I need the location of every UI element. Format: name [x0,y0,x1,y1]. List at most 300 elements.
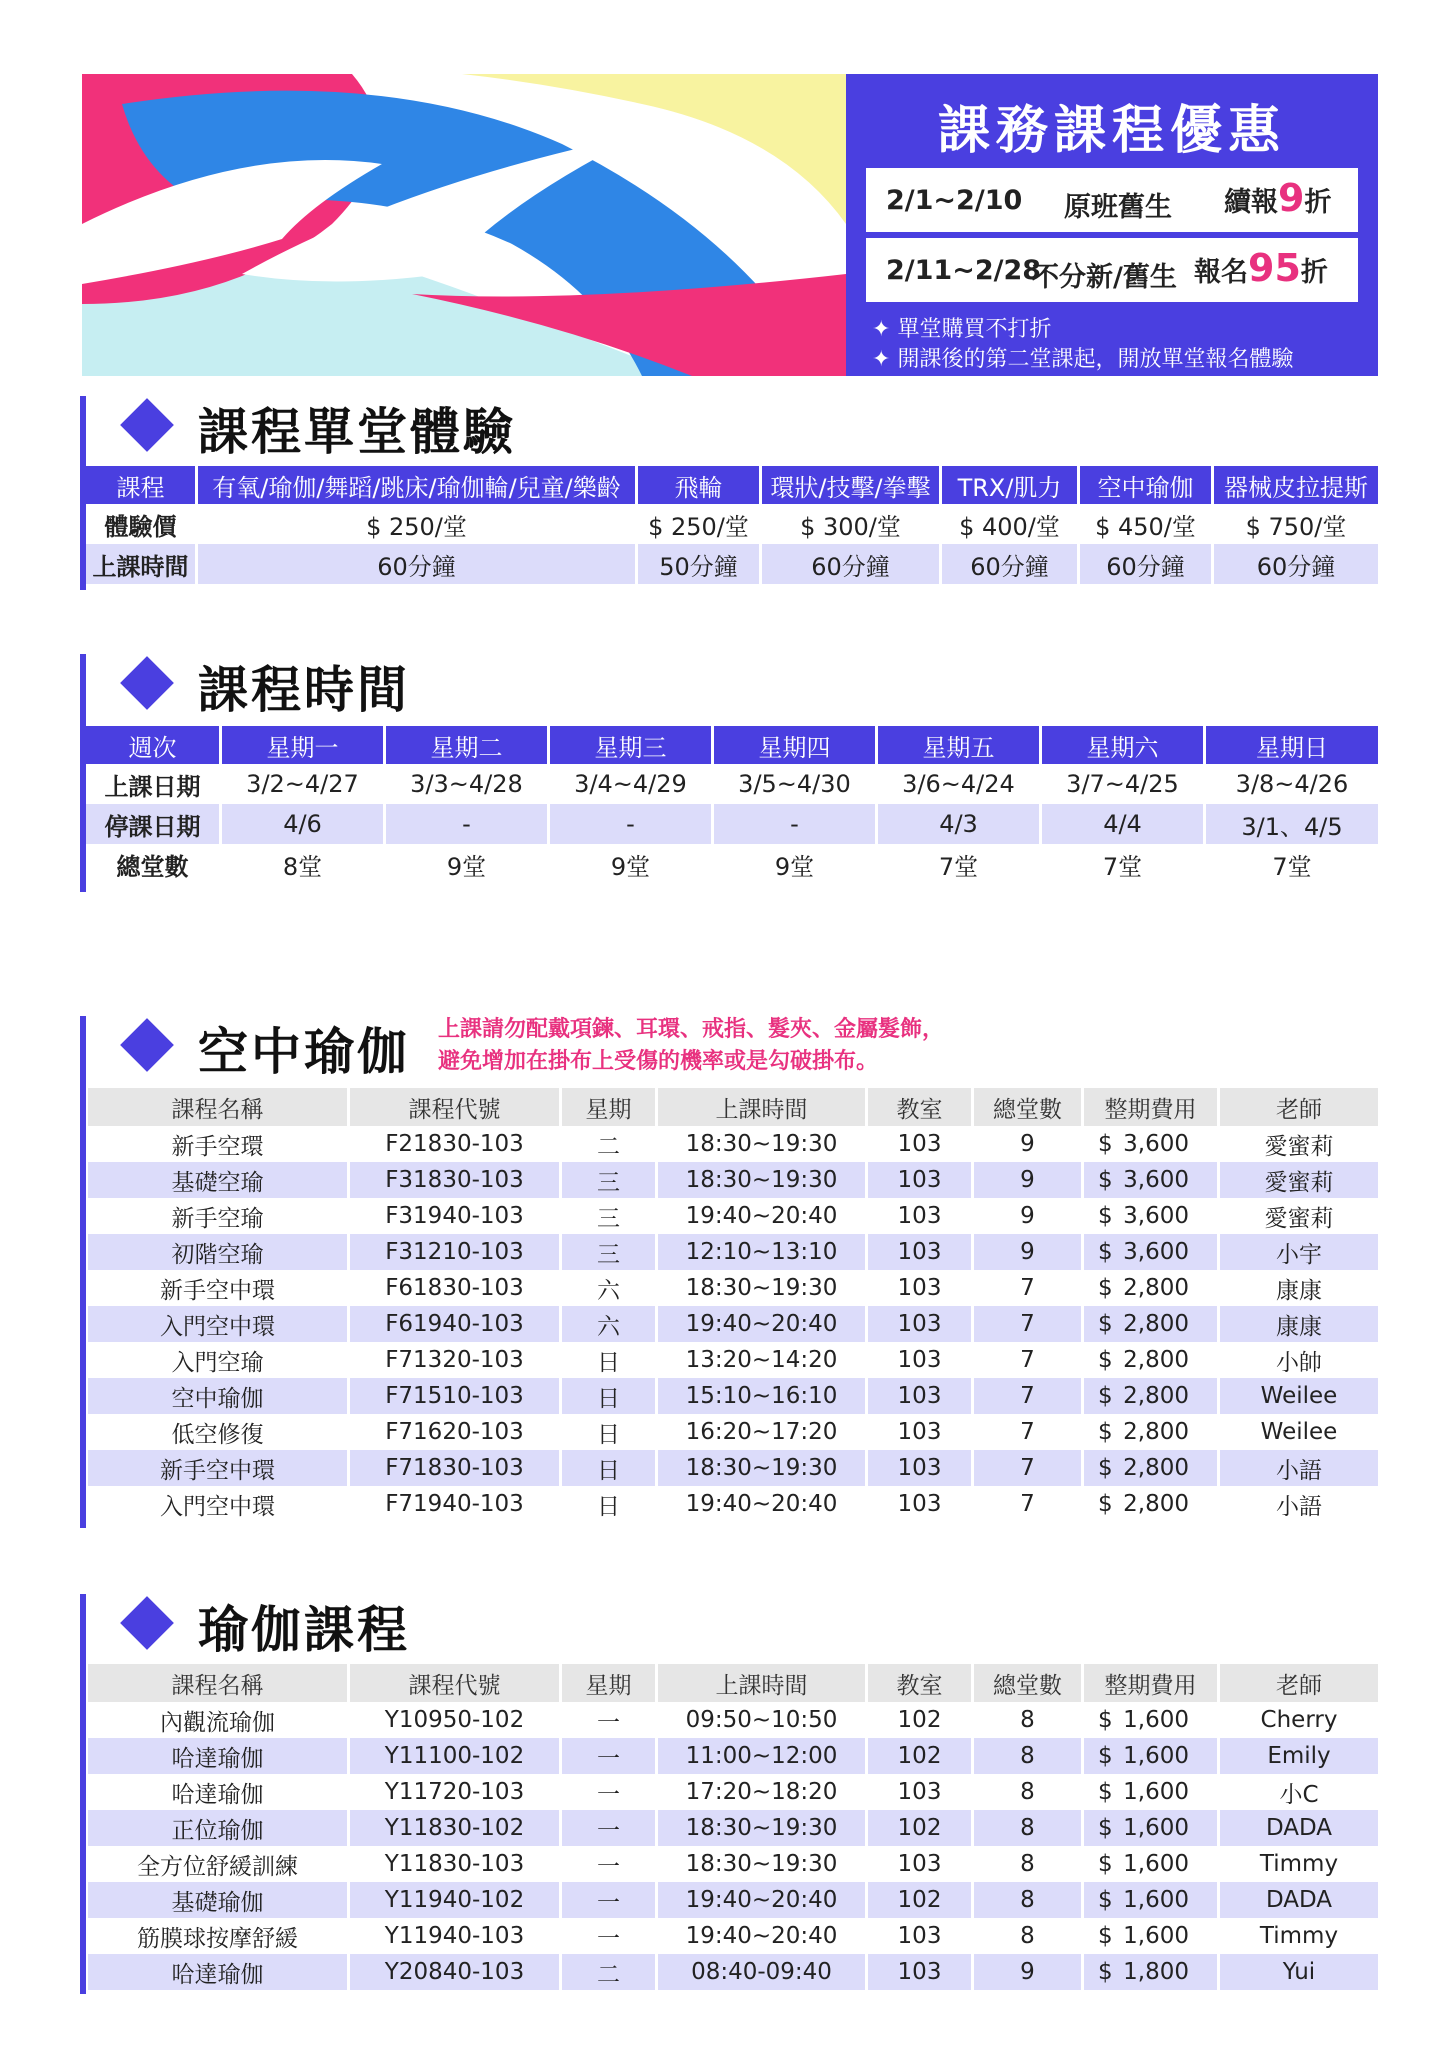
cell [1084,1450,1220,1486]
cell: 9堂 [550,844,714,884]
cell: 小語 [1220,1450,1378,1486]
fee-amount: 1,600 [1123,1743,1189,1769]
fee-value [1084,1203,1217,1229]
fee-amount: 3,600 [1123,1167,1189,1193]
cell [1084,1954,1220,1990]
cell: 新手空環 [88,1126,350,1162]
col-header: 課程名稱 [88,1088,350,1126]
cell: 60分鐘 [1080,544,1214,584]
schedule-header-row [86,726,1378,764]
col-header: 星期 [562,1088,658,1126]
cell: 60分鐘 [762,544,942,584]
fee-value [1084,1923,1217,1949]
cell: 7 [974,1270,1084,1306]
col-header: 空中瑜伽 [1080,466,1214,504]
fee-amount: 3,600 [1123,1239,1189,1265]
diamond-icon [120,1018,174,1072]
cell: Y11940-103 [350,1918,562,1954]
fee-value [1084,1707,1217,1733]
cell: 7堂 [1272,852,1312,881]
cell: 入門空中環 [88,1306,350,1342]
cell: 3/4~4/29 [550,764,714,804]
cell: 18:30~19:30 [658,1846,868,1882]
cell [1084,1378,1220,1414]
cell: 小宇 [1220,1234,1378,1270]
cell: 103 [868,1270,974,1306]
cell: 愛蜜莉 [1220,1162,1378,1198]
cell: 102 [868,1810,974,1846]
cell: F71510-103 [350,1378,562,1414]
cell: - [386,804,550,844]
currency-symbol: $ [1098,1779,1113,1805]
cell: 正位瑜伽 [88,1810,350,1846]
cell: 102 [868,1702,974,1738]
fee-value [1084,1275,1217,1301]
promo-date: 2/1~2/10 [886,185,1023,216]
table-row [88,1702,1378,1738]
fee-amount: 2,800 [1123,1491,1189,1517]
yoga-header-row [88,1664,1378,1702]
cell: Yui [1220,1954,1378,1990]
cell: 7 [974,1378,1084,1414]
cell: 日 [562,1414,658,1450]
col-header: 星期四 [714,726,878,764]
cell: 3/7~4/25 [1042,764,1206,804]
cell: 60分鐘 [942,544,1080,584]
row-label: 總堂數 [86,844,222,884]
col-header: 器械皮拉提斯 [1214,466,1378,504]
cell: 50分鐘 [638,544,762,584]
col-header: 上課時間 [658,1088,868,1126]
cell: 新手空中環 [88,1450,350,1486]
fee-value [1084,1743,1217,1769]
cell: 8 [974,1738,1084,1774]
promo-title: 課務課程優惠 [937,101,1286,161]
cell: 愛蜜莉 [1264,1133,1334,1160]
cell: 日 [562,1378,658,1414]
cell: 基礎瑜伽 [88,1882,350,1918]
cell [1084,1702,1220,1738]
fee-amount: 2,800 [1123,1419,1189,1445]
table-row [88,1342,1378,1378]
fee-value [1084,1419,1217,1445]
fee-value [1084,1239,1217,1265]
col-header: 課程名稱 [88,1664,350,1702]
wave-decoration [82,74,846,376]
currency-symbol: $ [1098,1311,1113,1337]
col-header: 上課時間 [658,1664,868,1702]
cell: 4/4 [1042,804,1206,844]
fee-value [1084,1959,1217,1985]
cell [1084,1126,1220,1162]
cell: 15:10~16:10 [658,1378,868,1414]
diamond-icon [120,1596,174,1650]
cell: 7堂 [1042,844,1206,884]
cell: 8 [974,1918,1084,1954]
currency-symbol: $ [1098,1383,1113,1409]
currency-symbol: $ [1098,1275,1113,1301]
cell: Weilee [1220,1378,1378,1414]
table-row [88,1234,1378,1270]
fee-amount: 2,800 [1123,1347,1189,1373]
cell: 19:40~20:40 [658,1306,868,1342]
section-title-trial: 課程單堂體驗 [198,403,516,461]
cell: Timmy [1259,1851,1339,1877]
cell: 19:40~20:40 [658,1198,868,1234]
cell: 基礎空瑜 [88,1162,350,1198]
cell [1084,1162,1220,1198]
cell: 103 [868,1342,974,1378]
cell [1084,1846,1220,1882]
cell: 康康 [1220,1306,1378,1342]
cell: Y10950-102 [350,1702,562,1738]
cell: 入門空瑜 [88,1342,350,1378]
cell: Y11830-103 [350,1846,562,1882]
fee-amount: 2,800 [1123,1455,1189,1481]
currency-symbol: $ [1098,1131,1113,1157]
yoga-table [88,1664,1378,1990]
cell: 小C [1279,1781,1319,1808]
cell: 二 [562,1954,658,1990]
cell: 日 [562,1342,658,1378]
cell: $ 400/堂 [942,504,1080,544]
cell: 60分鐘 [198,544,638,584]
hero-graphic [82,74,846,376]
fee-amount: 2,800 [1123,1383,1189,1409]
cell: 哈達瑜伽 [88,1954,350,1990]
cell: - [714,804,878,844]
cell: 18:30~19:30 [658,1126,868,1162]
cell: $ 300/堂 [762,504,942,544]
cell: 18:30~19:30 [658,1450,868,1486]
col-header: 星期二 [386,726,550,764]
fee-amount: 1,600 [1123,1923,1189,1949]
cell: 103 [868,1846,974,1882]
cell: 一 [562,1918,658,1954]
row-label: 上課時間 [86,544,198,584]
cell: F21830-103 [350,1126,562,1162]
fee-value [1084,1779,1217,1805]
cell: F71830-103 [350,1450,562,1486]
cell [1084,1342,1220,1378]
cell: 16:20~17:20 [658,1414,868,1450]
aerial-warning [438,1014,944,1078]
cell: 3/1、4/5 [1206,804,1378,844]
cell: 3/3~4/28 [386,764,550,804]
col-header: 總堂數 [974,1088,1084,1126]
cell [1084,1414,1220,1450]
cell: 7 [974,1450,1084,1486]
cell: 103 [868,1918,974,1954]
cell: 7 [974,1414,1084,1450]
cell: F31940-103 [350,1198,562,1234]
cell: 全方位舒緩訓練 [88,1846,350,1882]
fee-value [1084,1383,1217,1409]
cell: 103 [868,1162,974,1198]
cell: 3/6~4/24 [878,764,1042,804]
fee-value [1084,1311,1217,1337]
cell: 18:30~19:30 [658,1270,868,1306]
cell: 4/3 [878,804,1042,844]
fee-amount: 3,600 [1123,1203,1189,1229]
col-header: 有氧/瑜伽/舞蹈/跳床/瑜伽輪/兒童/樂齡 [198,466,638,504]
cell: 新手空瑜 [88,1198,350,1234]
aerial-table [88,1088,1378,1522]
diamond-bullet-icon: ✦ [872,317,898,342]
cell: 103 [868,1450,974,1486]
cell: 7堂 [878,844,1042,884]
cell: 二 [562,1126,658,1162]
cell [1084,1810,1220,1846]
warning-line: 避免增加在掛布上受傷的機率或是勾破掛布。 [438,1049,879,1074]
trial-table [86,466,1378,584]
cell: 3/8~4/26 [1235,770,1349,798]
fee-amount: 1,600 [1123,1815,1189,1841]
currency-symbol: $ [1098,1851,1113,1877]
section-bar [80,1594,86,1994]
cell: - [550,804,714,844]
col-header: 飛輪 [638,466,762,504]
cell: F71940-103 [350,1486,562,1522]
cell: 空中瑜伽 [88,1378,350,1414]
cell: 9 [974,1234,1084,1270]
cell [1084,1270,1220,1306]
aerial-header-row [88,1088,1378,1126]
col-header: 星期五 [878,726,1042,764]
currency-symbol: $ [1098,1347,1113,1373]
section-bar [80,1016,86,1528]
col-header: 星期一 [222,726,386,764]
cell [1084,1306,1220,1342]
fee-amount: 1,600 [1123,1851,1189,1877]
cell: 11:00~12:00 [658,1738,868,1774]
table-row [88,1162,1378,1198]
fee-amount: 2,800 [1123,1311,1189,1337]
fee-amount: 1,600 [1123,1707,1189,1733]
row-label: 停課日期 [86,804,222,844]
cell: Emily [1220,1738,1378,1774]
cell: 三 [562,1234,658,1270]
fee-value [1084,1131,1217,1157]
cell: $ 250/堂 [198,504,638,544]
cell: 日 [562,1486,658,1522]
promo-discount: 續報9折 [1224,176,1332,220]
cell: Y11720-103 [350,1774,562,1810]
table-row [88,1126,1378,1162]
cell: 8 [974,1846,1084,1882]
fee-value [1084,1887,1217,1913]
trial-header-row [86,466,1378,504]
table-row [86,804,1378,844]
cell: Y20840-103 [350,1954,562,1990]
cell: 3/2~4/27 [222,764,386,804]
cell: 六 [562,1270,658,1306]
fee-amount: 1,600 [1123,1779,1189,1805]
cell: 7 [974,1342,1084,1378]
cell: 初階空瑜 [88,1234,350,1270]
col-header: 星期 [562,1664,658,1702]
cell: 8 [974,1882,1084,1918]
cell: $ 250/堂 [638,504,762,544]
table-row [88,1918,1378,1954]
cell [1084,1738,1220,1774]
cell: 7 [974,1486,1084,1522]
cell: 康康 [1276,1277,1322,1304]
col-header: 總堂數 [974,1664,1084,1702]
cell [1084,1882,1220,1918]
cell: 4/6 [222,804,386,844]
promo-date: 2/11~2/28 [886,255,1042,286]
cell: 一 [562,1846,658,1882]
col-header: 課程代號 [350,1664,562,1702]
fee-value [1084,1851,1217,1877]
cell: 哈達瑜伽 [88,1738,350,1774]
cell: 一 [562,1738,658,1774]
cell: F31830-103 [350,1162,562,1198]
fee-value [1084,1347,1217,1373]
fee-value [1084,1815,1217,1841]
cell: $ 450/堂 [1080,504,1214,544]
col-header: 星期三 [550,726,714,764]
cell: 19:40~20:40 [658,1486,868,1522]
cell: DADA [1220,1882,1378,1918]
cell: 103 [868,1774,974,1810]
promo-panel [846,74,1378,376]
cell: 17:20~18:20 [658,1774,868,1810]
cell: 三 [562,1162,658,1198]
cell: 六 [562,1306,658,1342]
cell: 9 [974,1126,1084,1162]
cell: 筋膜球按摩舒緩 [88,1918,350,1954]
cell: 入門空中環 [88,1486,350,1522]
cell: 102 [868,1738,974,1774]
cell: 一 [562,1774,658,1810]
cell: 103 [868,1198,974,1234]
table-row [88,1378,1378,1414]
col-header: 教室 [868,1664,974,1702]
cell: Y11830-102 [350,1810,562,1846]
cell: 低空修復 [88,1414,350,1450]
cell: 9 [974,1954,1084,1990]
currency-symbol: $ [1098,1743,1113,1769]
warning-line: 上課請勿配戴項鍊、耳環、戒指、髮夾、金屬髮飾， [438,1017,945,1042]
col-header: 星期日 [1206,726,1378,764]
fee-value [1084,1455,1217,1481]
col-header: 課程代號 [350,1088,562,1126]
promo-discount: 報名95折 [1194,246,1328,290]
cell: F31210-103 [350,1234,562,1270]
section-title-yoga: 瑜伽課程 [198,1601,410,1659]
row-label: 上課日期 [86,764,222,804]
cell: 愛蜜莉 [1264,1205,1334,1232]
col-header: TRX/肌力 [942,466,1080,504]
table-row [88,1450,1378,1486]
cell: 102 [868,1882,974,1918]
cell: Y11940-102 [350,1882,562,1918]
diamond-icon [120,656,174,710]
table-row [88,1414,1378,1450]
cell: 103 [868,1234,974,1270]
cell: 103 [868,1486,974,1522]
cell: 8 [974,1702,1084,1738]
cell: 一 [562,1702,658,1738]
cell [1084,1774,1220,1810]
currency-symbol: $ [1098,1707,1113,1733]
cell [1084,1198,1220,1234]
currency-symbol: $ [1098,1167,1113,1193]
table-row [88,1306,1378,1342]
table-row [88,1198,1378,1234]
cell: 三 [562,1198,658,1234]
currency-symbol: $ [1098,1959,1113,1985]
promo-note: ✦ 開課後的第二堂課起，開放單堂報名體驗 [872,347,1294,372]
cell: 18:30~19:30 [658,1162,868,1198]
cell: 新手空中環 [88,1270,350,1306]
cell: 13:20~14:20 [658,1342,868,1378]
cell: 103 [868,1954,974,1990]
cell: 哈達瑜伽 [88,1774,350,1810]
cell: Cherry [1260,1707,1338,1733]
cell: 19:40~20:40 [658,1882,868,1918]
cell: 9堂 [386,844,550,884]
diamond-icon [120,398,174,452]
table-row [86,504,1378,544]
cell: 09:50~10:50 [658,1702,868,1738]
cell: 08:40-09:40 [658,1954,868,1990]
cell: 小帥 [1276,1349,1322,1376]
promo-audience: 不分新/舊生 [1032,262,1177,293]
cell: 18:30~19:30 [658,1810,868,1846]
cell: Y11100-102 [350,1738,562,1774]
cell: 19:40~20:40 [658,1918,868,1954]
cell: 8 [974,1810,1084,1846]
table-row [88,1882,1378,1918]
cell [1084,1918,1220,1954]
col-header: 教室 [868,1088,974,1126]
cell: 8堂 [222,844,386,884]
cell: 一 [562,1810,658,1846]
table-row [86,844,1378,884]
cell: 9 [974,1162,1084,1198]
col-header: 環狀/技擊/拳擊 [762,466,942,504]
promo-audience: 原班舊生 [1064,192,1172,223]
cell: 一 [562,1882,658,1918]
cell: 9 [974,1198,1084,1234]
col-header: 星期六 [1042,726,1206,764]
fee-amount: 2,800 [1123,1275,1189,1301]
col-header: 整期費用 [1084,1664,1220,1702]
cell: 60分鐘 [1214,544,1378,584]
col-header: 週次 [86,726,222,764]
cell: 8 [974,1774,1084,1810]
cell: 內觀流瑜伽 [88,1702,350,1738]
fee-amount: 3,600 [1123,1131,1189,1157]
table-row [88,1270,1378,1306]
table-row [88,1954,1378,1990]
cell: 7 [974,1306,1084,1342]
fee-amount: 1,600 [1123,1887,1189,1913]
cell [1084,1234,1220,1270]
cell: F71320-103 [350,1342,562,1378]
cell: Weilee [1260,1419,1338,1445]
cell: DADA [1220,1810,1378,1846]
cell: 3/5~4/30 [714,764,878,804]
cell: 103 [868,1126,974,1162]
table-row [88,1846,1378,1882]
cell: $ 750/堂 [1245,512,1347,541]
promo-row-returning [866,168,1358,232]
col-header: 老師 [1220,1664,1378,1702]
